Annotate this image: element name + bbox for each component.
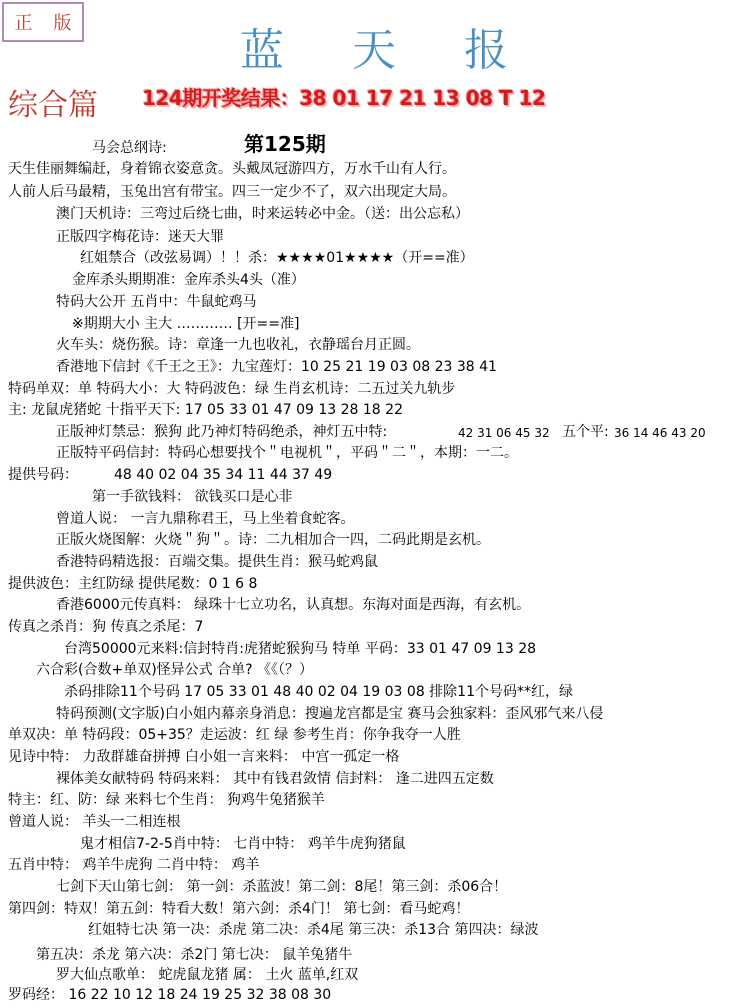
text-line: 鬼才相信7-2-5肖中特： 七肖中特： 鸡羊牛虎狗猪鼠: [80, 836, 406, 852]
text-line: 36 14 46 43 20: [614, 426, 706, 440]
masthead-char: 天: [352, 25, 398, 76]
text-line: 第一手欲钱料： 欲钱买口是心非: [92, 489, 293, 505]
text-line: 特码大公开 五肖中：牛鼠蛇鸡马: [56, 294, 257, 310]
text-line: 特主：红、防：绿 来料七个生肖： 狗鸡牛兔猪猴羊: [8, 792, 325, 808]
text-line: 裸体美女献特码 特码来料： 其中有钱君敛情 信封料： 逢二进四五定数: [56, 771, 494, 787]
official-stamp: [2, 2, 84, 42]
text-line: 香港特码精选报：百端交集。提供生肖：猴马蛇鸡鼠: [56, 554, 378, 570]
text-line: ※期期大小 主大 ………… [开==准]: [72, 316, 300, 332]
draw-result: 124期开奖结果：38 01 17 21 13 08 T 12: [142, 86, 546, 110]
text-line: 红姐禁合（改弦易调）！！杀：★★★★01★★★★（开==准）: [80, 250, 474, 266]
text-line: 主: 龙鼠虎猪蛇 十指平天下: 17 05 33 01 47 09 13 28 18 22: [8, 402, 403, 418]
masthead-title: [240, 14, 510, 78]
text-line: 罗大仙点歌单： 蛇虎鼠龙猪 属： 土火 蓝单,红双: [56, 967, 359, 983]
text-line: 杀码排除11个号码 17 05 33 01 48 40 02 04 19 03 08 排除11个号码**红，绿: [64, 684, 573, 700]
text-line: 曾道人说： 羊头一二相连根: [8, 814, 181, 830]
text-line: 人前人后马最精，玉兔出宫有带宝。四三一定少不了，双六出现定大局。: [8, 184, 456, 200]
stamp-char-right: 版: [53, 13, 72, 34]
text-line: 第四剑：特双！第五剑：特看大数！第六剑：杀4门！ 第七剑：看马蛇鸡！: [8, 901, 470, 917]
text-line: 红姐特七决 第一决：杀虎 第二决：杀4尾 第三决：杀13合 第四决：绿波: [88, 922, 539, 938]
text-line: 香港地下信封《千王之王》：九宝莲灯：10 25 21 19 03 08 23 38 41: [56, 359, 497, 375]
text-line: 金库杀头期期准：金库杀头4头（准）: [72, 272, 305, 288]
text-line: 天生佳丽舞编赶，身着锦衣姿意贪。头戴凤冠游四方，万水千山有人行。: [8, 161, 456, 177]
text-line: 澳门天机诗：三弯过后绕七曲，时来运转必中金。（送：出公忘私）: [56, 206, 469, 222]
masthead-char: 蓝: [240, 25, 286, 76]
text-line: 五个平:: [562, 424, 609, 440]
text-line: 罗码经： 16 22 10 12 18 24 19 25 32 38 08 30: [8, 987, 332, 1003]
text-line: 台湾50000元来料:信封特肖:虎猪蛇猴狗马 特单 平码：33 01 47 09 13 28: [64, 641, 537, 657]
text-line: 提供波色：主红防绿 提供尾数：0 1 6 8: [8, 576, 258, 592]
text-line: 传真之杀肖：狗 传真之杀尾：7: [8, 619, 204, 635]
text-line: 特码单双：单 特码大小：大 特码波色：绿 生肖玄机诗：二五过关九轨步: [8, 381, 456, 397]
text-line: 特码预测(文字版)白小姐内幕亲身消息：搜遍龙宫都是宝 赛马会独家料：歪风邪气来八侵: [56, 706, 604, 722]
text-line: 曾道人说： 一言九鼎称君王，马上坐着食蛇客。: [56, 511, 355, 527]
text-line: 单双决：单 特码段：05+35？走运波：红 绿 参考生肖：你争我夺一人胜: [8, 727, 461, 743]
text-line: 第五决：杀龙 第六决：杀2门 第七决： 鼠羊兔猪牛: [36, 947, 353, 963]
text-line: 七剑下天山第七剑： 第一剑：杀蓝波！第二剑：8尾！第三剑：杀06合！: [56, 879, 508, 895]
text-line: 见诗中特： 力敌群雄奋拼搏 白小姐一言来料： 中宫一孤定一格: [8, 749, 400, 765]
text-line: 42 31 06 45 32: [458, 426, 550, 440]
issue-number: 第125期: [244, 132, 326, 156]
text-line: 六合彩(合数+单双)怪异公式 合单? 《《（？）: [36, 662, 313, 678]
text-line: 48 40 02 04 35 34 11 44 37 49: [114, 467, 333, 483]
text-line: 香港6000元传真料： 绿珠十七立功名，认真想。东海对面是西海，有玄机。: [56, 597, 531, 613]
section-label: 综合篇: [8, 88, 98, 123]
text-line: 马会总纲诗:: [92, 140, 167, 156]
text-line: 正版火烧图解：火烧＂狗＂。诗：二九相加合一四，二码此期是玄机。: [56, 532, 490, 548]
text-line: 正版特平码信封：特码心想要找个＂电视机＂，平码＂二＂，本期：一二。: [56, 445, 518, 461]
text-line: 正版四字梅花诗：迷天大罪: [56, 229, 224, 245]
text-line: 正版神灯禁忌：猴狗 此乃神灯特码绝杀，神灯五中特:: [56, 424, 388, 440]
stamp-char-left: 正: [14, 13, 33, 34]
text-line: 火车头：烧伤猴。诗：章逢一九也收礼，衣静瑶台月正圆。: [56, 337, 420, 353]
text-line: 提供号码：: [8, 467, 78, 483]
text-line: 五肖中特： 鸡羊牛虎狗 二肖中特： 鸡羊: [8, 857, 260, 873]
masthead-char: 报: [464, 25, 510, 76]
